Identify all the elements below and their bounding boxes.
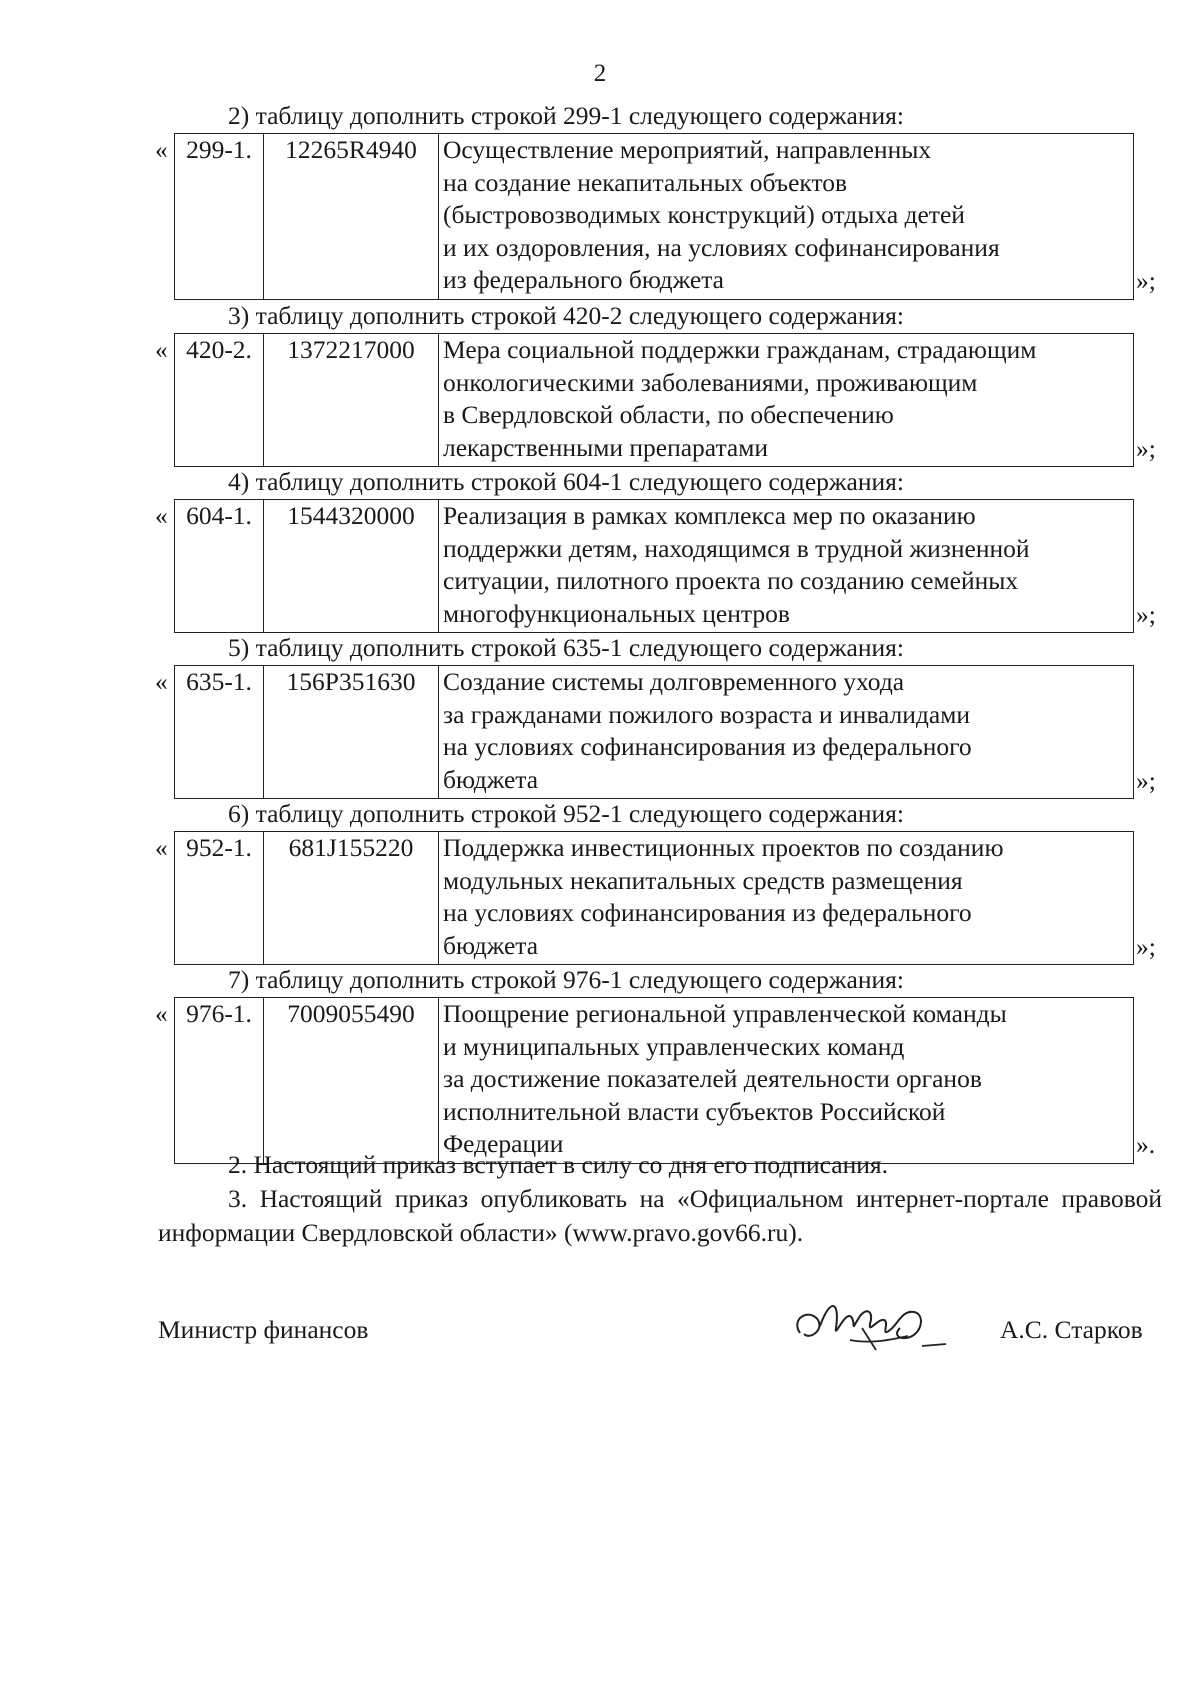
budget-code-cell [264,666,439,798]
description-cell [439,998,1133,1163]
description-line: лекарственными препаратами [443,432,769,462]
signatory-title: Министр финансов [158,1315,369,1344]
amendment-intro: 2) таблицу дополнить строкой 299-1 следующего содержания: [228,101,904,130]
close-quote: »; [1136,931,1156,961]
description-cell [439,666,1133,798]
description-line: за гражданами пожилого возраста и инвалидами [443,699,971,729]
row-number-cell [175,666,264,798]
close-quote: »; [1136,765,1156,795]
description-cell [439,134,1133,299]
open-quote: « [155,999,168,1028]
close-quote: »; [1136,599,1156,629]
close-quote: ». [1136,1130,1156,1159]
signatory-name: А.С. Старков [1000,1315,1143,1344]
description-line: Создание системы долговременного ухода [443,667,905,696]
description-line: Осуществление мероприятий, направленных [443,135,932,164]
amendment-intro: 4) таблицу дополнить строкой 604-1 следующего содержания: [228,467,904,496]
open-quote: « [155,833,168,862]
budget-code: 681J155220 [288,833,414,862]
description-line: Федерации [443,1129,564,1158]
row-number: 604-1. [186,501,252,530]
open-quote: « [155,501,168,530]
description-line: исполнительной власти субъектов Российской [443,1096,946,1126]
description-line: бюджета [443,764,539,794]
table-row [174,997,1134,1164]
description-line: (быстровозводимых конструкций) отдыха детей [443,200,965,229]
row-number: 420-2. [186,335,252,364]
budget-code-cell [264,832,439,964]
open-quote: « [155,667,168,696]
description-line: на условиях софинансирования из федерального [443,898,972,927]
row-number: 635-1. [186,667,252,696]
description-line: онкологическими заболеваниями, проживающим [443,367,978,397]
description-line: и муниципальных управленческих команд [443,1031,905,1061]
close-quote: »; [1136,266,1156,295]
table-row [174,499,1134,633]
description-cell [439,832,1133,964]
description-line: Мера социальной поддержки гражданам, страдающим [443,335,1037,364]
description-line: Поощрение региональной управленческой команды [443,999,1007,1028]
description-line: поддержки детям, находящимся в трудной жизненной [443,533,1030,563]
budget-code: 12265R4940 [285,135,417,164]
description-line: Реализация в рамках комплекса мер по оказанию [443,501,976,530]
amendment-intro: 6) таблицу дополнить строкой 952-1 следующего содержания: [228,799,904,828]
amendment-intro: 3) таблицу дополнить строкой 420-2 следующего содержания: [228,301,904,330]
budget-code: 156P351630 [286,667,416,696]
paragraph-3: 3. Настоящий приказ опубликовать на «Официальном интернет-портале правовой информации Свердловской области» (www.pravo.gov66.ru). [158,1184,1162,1247]
row-number-cell [175,998,264,1163]
amendment-intro: 5) таблицу дополнить строкой 635-1 следующего содержания: [228,633,904,662]
description-line: модульных некапитальных средств размещения [443,865,963,895]
handwritten-signature [790,1288,960,1358]
amendment-intro: 7) таблицу дополнить строкой 976-1 следующего содержания: [228,965,904,994]
description-cell [439,500,1133,632]
description-line: Поддержка инвестиционных проектов по созданию [443,833,1004,862]
description-cell [439,334,1133,466]
row-number-cell [175,334,264,466]
budget-code-cell [264,334,439,466]
description-line: в Свердловской области, по обеспечению [443,400,894,429]
description-line: ситуации, пилотного проекта по созданию семейных [443,566,1019,595]
open-quote: « [155,135,168,164]
open-quote: « [155,335,168,364]
description-line: за достижение показателей деятельности органов [443,1064,982,1093]
description-line: на создание некапитальных объектов [443,167,848,197]
table-row [174,333,1134,467]
budget-code-cell [264,134,439,299]
row-number-cell [175,134,264,299]
budget-code-cell [264,998,439,1163]
description-line: на условиях софинансирования из федерального [443,732,972,761]
budget-code: 7009055490 [287,999,415,1028]
table-row [174,665,1134,799]
row-number-cell [175,500,264,632]
table-row [174,831,1134,965]
row-number-cell [175,832,264,964]
budget-code: 1544320000 [287,501,415,530]
page-number: 2 [593,60,607,87]
row-number: 299-1. [186,135,252,164]
description-line: из федерального бюджета [443,265,724,294]
description-line: и их оздоровления, на условиях софинансирования [443,232,1000,262]
budget-code: 1372217000 [287,335,415,364]
budget-code-cell [264,500,439,632]
table-row [174,133,1134,300]
description-line: бюджета [443,930,539,960]
description-line: многофункциональных центров [443,598,790,628]
close-quote: »; [1136,433,1156,463]
paragraph-2: 2. Настоящий приказ вступает в силу со дня его подписания. [228,1150,888,1179]
row-number: 976-1. [186,999,252,1028]
row-number: 952-1. [186,833,252,862]
